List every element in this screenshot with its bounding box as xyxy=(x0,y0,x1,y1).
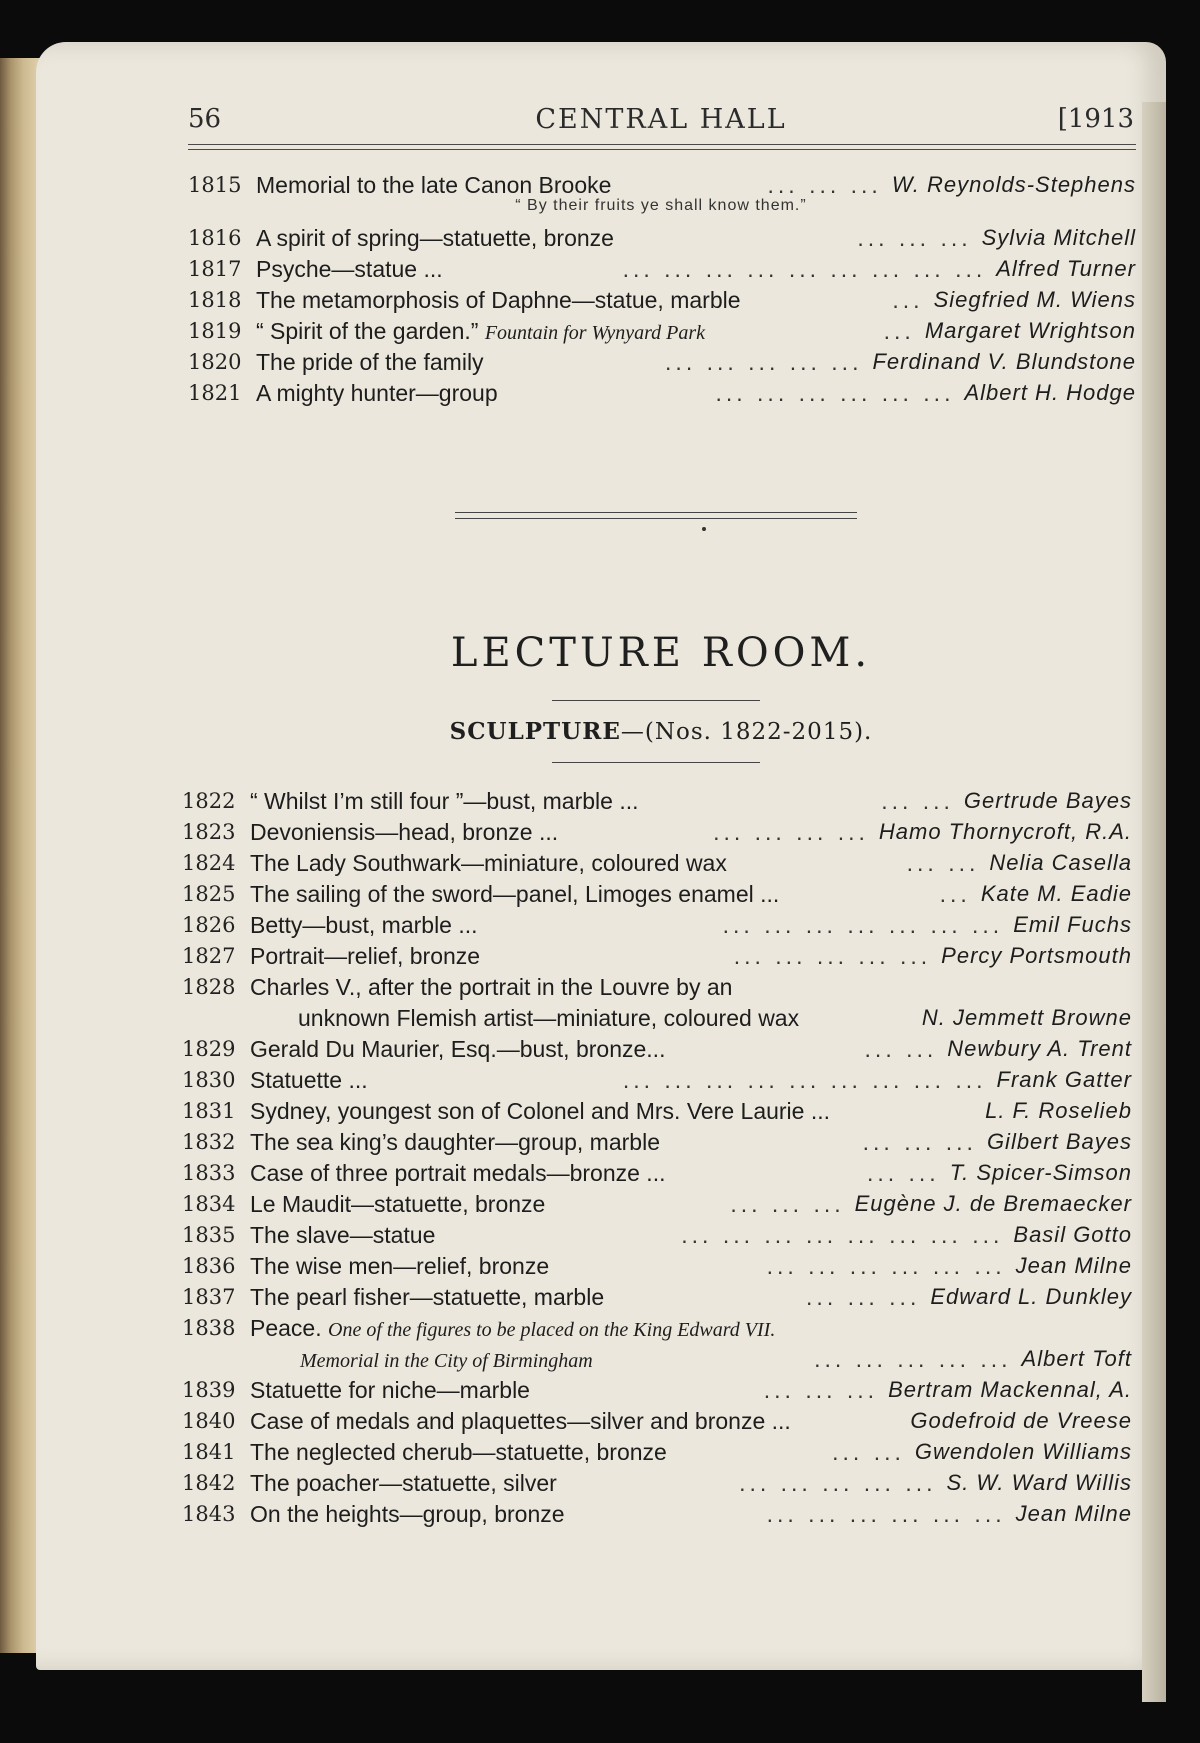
entry-number: 1827 xyxy=(182,944,236,968)
catalogue-entry xyxy=(182,786,1132,816)
entry-title xyxy=(250,1127,660,1157)
entry-title-note: Fountain for Wynyard Park xyxy=(484,322,706,344)
entry-continuation xyxy=(300,1344,593,1376)
entry-leader: ... ... ... ... ... ... xyxy=(715,380,955,406)
entry-title xyxy=(250,1034,665,1064)
entry-artist: Jean Milne xyxy=(1015,1501,1132,1526)
entry-leader: ... ... xyxy=(866,1160,940,1186)
entry-title xyxy=(250,1375,530,1405)
entry-number: 1816 xyxy=(188,226,242,250)
entry-leader: ... xyxy=(883,318,915,344)
entry-title-text: The Lady Southwark—miniature, coloured wax xyxy=(250,850,727,876)
entry-number: 1823 xyxy=(182,820,236,844)
entry-title xyxy=(250,910,478,940)
catalogue-entry xyxy=(182,1220,1132,1250)
page-edge xyxy=(1142,102,1166,1702)
entry-title xyxy=(256,254,443,284)
entry-title-text: The pride of the family xyxy=(256,349,484,375)
entry-title xyxy=(256,170,611,200)
page-number: 56 xyxy=(188,104,222,134)
entry-title xyxy=(250,1065,368,1095)
entry-title-text: Peace. xyxy=(250,1315,322,1341)
entry-leader: ... ... ... xyxy=(806,1284,921,1310)
catalogue-entry xyxy=(182,1251,1132,1281)
catalogue-entry xyxy=(182,1127,1132,1157)
entry-leader: ... ... ... ... ... ... ... xyxy=(722,912,1004,938)
entry-title xyxy=(250,786,639,816)
entry-title xyxy=(250,941,480,971)
entry-title xyxy=(256,223,614,253)
entry-quote: “ By their fruits ye shall know them.” xyxy=(515,197,807,214)
catalogue-entry xyxy=(182,848,1132,878)
section-subtitle xyxy=(0,718,1200,745)
catalogue-entry xyxy=(182,1313,1132,1343)
entry-artist: Sylvia Mitchell xyxy=(981,225,1136,250)
entry-artist: Newbury A. Trent xyxy=(947,1036,1132,1061)
entry-leader: ... ... xyxy=(864,1036,938,1062)
catalogue-entry xyxy=(182,1189,1132,1219)
catalogue-entry-continued xyxy=(182,1344,1132,1374)
entry-artist: Basil Gotto xyxy=(1013,1222,1132,1247)
entry-title-text: Charles V., after the portrait in the Louvre by an xyxy=(250,974,733,1000)
entry-title-text: On the heights—group, bronze xyxy=(250,1501,565,1527)
continuation-text: Memorial in the City of Birmingham xyxy=(300,1350,593,1372)
entry-title xyxy=(256,347,484,377)
catalogue-entry xyxy=(188,378,1136,408)
entry-number: 1843 xyxy=(182,1502,236,1526)
entry-title-text: Case of medals and plaquettes—silver and bronze ... xyxy=(250,1408,791,1434)
catalogue-entry xyxy=(188,316,1136,346)
entry-leader: ... ... ... xyxy=(730,1191,845,1217)
entry-artist: Albert Toft xyxy=(1021,1346,1132,1371)
entry-artist: Alfred Turner xyxy=(996,256,1136,281)
entry-title xyxy=(250,879,779,909)
entry-leader: ... ... ... xyxy=(862,1129,977,1155)
section-ornament xyxy=(455,512,857,519)
entry-number: 1838 xyxy=(182,1316,236,1340)
catalogue-entry xyxy=(188,170,1136,200)
entry-leader: ... ... ... ... ... xyxy=(739,1470,937,1496)
title-rule xyxy=(552,700,760,701)
entry-leader: ... ... ... ... ... ... ... ... xyxy=(681,1222,1004,1248)
catalogue-entry xyxy=(188,223,1136,253)
entry-leader: ... ... ... ... ... xyxy=(814,1346,1012,1372)
entry-leader: ... xyxy=(939,881,971,907)
entry-leader: ... ... xyxy=(906,850,980,876)
entry-leader: ... xyxy=(892,287,924,313)
entry-title-text: The neglected cherub—statuette, bronze xyxy=(250,1439,667,1465)
entry-artist: Godefroid de Vreese xyxy=(910,1408,1132,1433)
entry-title xyxy=(250,1282,604,1312)
entry-leader: ... ... ... ... ... ... ... ... ... xyxy=(622,256,987,282)
entry-title-text: Statuette ... xyxy=(250,1067,368,1093)
catalogue-entry xyxy=(182,1065,1132,1095)
entry-number: 1834 xyxy=(182,1192,236,1216)
entry-title xyxy=(250,1096,830,1126)
entry-title xyxy=(250,1158,665,1188)
entry-number: 1826 xyxy=(182,913,236,937)
entry-leader: ... ... ... ... ... xyxy=(733,943,932,969)
running-year: [1913 xyxy=(1057,104,1134,134)
running-title: CENTRAL HALL xyxy=(535,104,787,135)
entry-leader: ... ... ... ... ... xyxy=(665,349,863,375)
entry-title xyxy=(250,1468,557,1498)
catalogue-entry xyxy=(182,879,1132,909)
header-rule xyxy=(188,144,1136,150)
entry-artist: Gertrude Bayes xyxy=(963,788,1132,813)
entry-title xyxy=(250,817,558,847)
entry-number: 1828 xyxy=(182,975,236,999)
entry-artist: Gilbert Bayes xyxy=(986,1129,1132,1154)
entry-artist: Frank Gatter xyxy=(996,1067,1132,1092)
entry-title xyxy=(250,1406,791,1436)
running-header xyxy=(0,100,1200,140)
entry-title-text: The wise men—relief, bronze xyxy=(250,1253,550,1279)
entry-number: 1833 xyxy=(182,1161,236,1185)
entry-title-text: The sailing of the sword—panel, Limoges enamel ... xyxy=(250,881,780,907)
entry-artist: T. Spicer-Simson xyxy=(949,1160,1132,1185)
entry-artist: L. F. Roselieb xyxy=(985,1098,1132,1123)
entry-title xyxy=(250,1251,549,1281)
catalogue-entry xyxy=(182,1468,1132,1498)
entry-number: 1815 xyxy=(188,173,242,197)
entry-title-text: The poacher—statuette, silver xyxy=(250,1470,557,1496)
catalogue-entry xyxy=(182,1096,1132,1126)
entry-artist: Ferdinand V. Blundstone xyxy=(872,349,1136,374)
entry-number: 1841 xyxy=(182,1440,236,1464)
entry-artist: Percy Portsmouth xyxy=(941,943,1132,968)
entry-artist: Albert H. Hodge xyxy=(964,380,1136,405)
entry-title xyxy=(250,1189,545,1219)
entry-title-text: The pearl fisher—statuette, marble xyxy=(250,1284,605,1310)
subtitle-rule xyxy=(552,762,760,763)
entry-artist: Eugène J. de Bremaecker xyxy=(854,1191,1132,1216)
subtitle-bold: SCULPTURE xyxy=(449,718,621,745)
entry-title-text: The slave—statue xyxy=(250,1222,436,1248)
entry-number: 1820 xyxy=(188,350,242,374)
entry-leader: ... ... ... ... ... ... xyxy=(766,1253,1006,1279)
entry-title-text: A mighty hunter—group xyxy=(256,380,498,406)
entry-artist: Margaret Wrightson xyxy=(924,318,1136,343)
entry-title xyxy=(256,378,498,408)
entry-number: 1830 xyxy=(182,1068,236,1092)
catalogue-entry xyxy=(182,941,1132,971)
entry-title-text: Gerald Du Maurier, Esq.—bust, bronze... xyxy=(250,1036,666,1062)
entry-number: 1831 xyxy=(182,1099,236,1123)
catalogue-entry xyxy=(182,1406,1132,1436)
catalogue-entry xyxy=(182,1437,1132,1467)
entry-title-note: One of the figures to be placed on the King Edward VII. xyxy=(328,1319,776,1341)
entry-title-text: Betty—bust, marble ... xyxy=(250,912,478,938)
entry-title-text: “ Spirit of the garden.” xyxy=(256,318,479,344)
entry-artist: S. W. Ward Willis xyxy=(946,1470,1132,1495)
entry-leader: ... ... ... ... xyxy=(713,819,869,845)
entry-leader: ... ... xyxy=(881,788,954,814)
entry-artist: Hamo Thornycroft, R.A. xyxy=(878,819,1132,844)
entry-artist: Bertram Mackennal, A. xyxy=(888,1377,1132,1402)
entry-number: 1840 xyxy=(182,1409,236,1433)
entry-artist: Edward L. Dunkley xyxy=(930,1284,1132,1309)
entry-title-text: The metamorphosis of Daphne—statue, marble xyxy=(256,287,741,313)
entry-number: 1839 xyxy=(182,1378,236,1402)
entry-title-text: Statuette for niche—marble xyxy=(250,1377,530,1403)
catalogue-entry-continued xyxy=(182,1003,1132,1033)
entry-leader: ... ... ... xyxy=(857,225,972,251)
entry-title xyxy=(250,1437,667,1467)
entry-number: 1836 xyxy=(182,1254,236,1278)
continuation-text: unknown Flemish artist—miniature, coloured wax xyxy=(298,1005,800,1031)
entry-title xyxy=(250,972,732,1002)
catalogue-entry xyxy=(182,1158,1132,1188)
entry-leader: ... ... ... ... ... ... xyxy=(766,1501,1006,1527)
catalogue-entry xyxy=(182,1375,1132,1405)
catalogue-entry xyxy=(188,254,1136,284)
entry-number: 1819 xyxy=(188,319,242,343)
entry-title-text: Sydney, youngest son of Colonel and Mrs. Vere Laurie ... xyxy=(250,1098,831,1124)
entry-number: 1835 xyxy=(182,1223,236,1247)
entry-number: 1829 xyxy=(182,1037,236,1061)
entry-number: 1832 xyxy=(182,1130,236,1154)
entry-artist: Emil Fuchs xyxy=(1013,912,1132,937)
entry-title xyxy=(256,285,741,315)
entry-artist: Gwendolen Williams xyxy=(914,1439,1132,1464)
entry-leader: ... ... ... xyxy=(767,172,882,198)
entry-title-text: The sea king’s daughter—group, marble xyxy=(250,1129,660,1155)
entry-number: 1822 xyxy=(182,789,236,813)
entry-number: 1824 xyxy=(182,851,236,875)
entry-number: 1842 xyxy=(182,1471,236,1495)
entry-title xyxy=(250,1220,435,1250)
entry-title xyxy=(256,316,705,348)
entry-number: 1821 xyxy=(188,381,242,405)
entry-title-text: Portrait—relief, bronze xyxy=(250,943,481,969)
entry-title-text: Le Maudit—statuette, bronze xyxy=(250,1191,546,1217)
catalogue-entry xyxy=(182,1499,1132,1529)
entry-title-text: Memorial to the late Canon Brooke xyxy=(256,172,612,198)
catalogue-entry xyxy=(188,285,1136,315)
entry-title xyxy=(250,1499,565,1529)
catalogue-entry xyxy=(182,1034,1132,1064)
entry-artist: Nelia Casella xyxy=(989,850,1132,875)
entry-title-text: “ Whilst I’m still four ”—bust, marble ... xyxy=(250,788,639,814)
entry-title-text: Case of three portrait medals—bronze ... xyxy=(250,1160,666,1186)
entry-artist: Kate M. Eadie xyxy=(980,881,1132,906)
entry-artist: W. Reynolds-Stephens xyxy=(891,172,1136,197)
subtitle-range: —(Nos. 1822-2015). xyxy=(620,719,873,745)
section-title: LECTURE ROOM. xyxy=(450,630,872,676)
entry-artist: N. Jemmett Browne xyxy=(921,1005,1132,1030)
entry-continuation xyxy=(298,1003,799,1033)
entry-leader: ... ... ... ... ... ... ... ... ... xyxy=(622,1067,987,1093)
entry-artist: Siegfried M. Wiens xyxy=(933,287,1136,312)
entry-artist: Jean Milne xyxy=(1015,1253,1132,1278)
entry-number: 1817 xyxy=(188,257,242,281)
catalogue-entry xyxy=(188,347,1136,377)
entry-leader: ... ... xyxy=(832,1439,905,1465)
entry-number: 1837 xyxy=(182,1285,236,1309)
catalogue-entry xyxy=(182,817,1132,847)
entry-leader: ... ... ... xyxy=(763,1377,879,1403)
entry-number: 1825 xyxy=(182,882,236,906)
ornament-dot xyxy=(702,527,706,531)
entry-number: 1818 xyxy=(188,288,242,312)
catalogue-entry xyxy=(182,910,1132,940)
entry-title-text: A spirit of spring—statuette, bronze xyxy=(256,225,614,251)
catalogue-entry xyxy=(182,972,1132,1002)
catalogue-entry xyxy=(182,1282,1132,1312)
entry-title xyxy=(250,1313,775,1345)
entry-title xyxy=(250,848,727,878)
entry-title-text: Devoniensis—head, bronze ... xyxy=(250,819,559,845)
entry-title-text: Psyche—statue ... xyxy=(256,256,443,282)
